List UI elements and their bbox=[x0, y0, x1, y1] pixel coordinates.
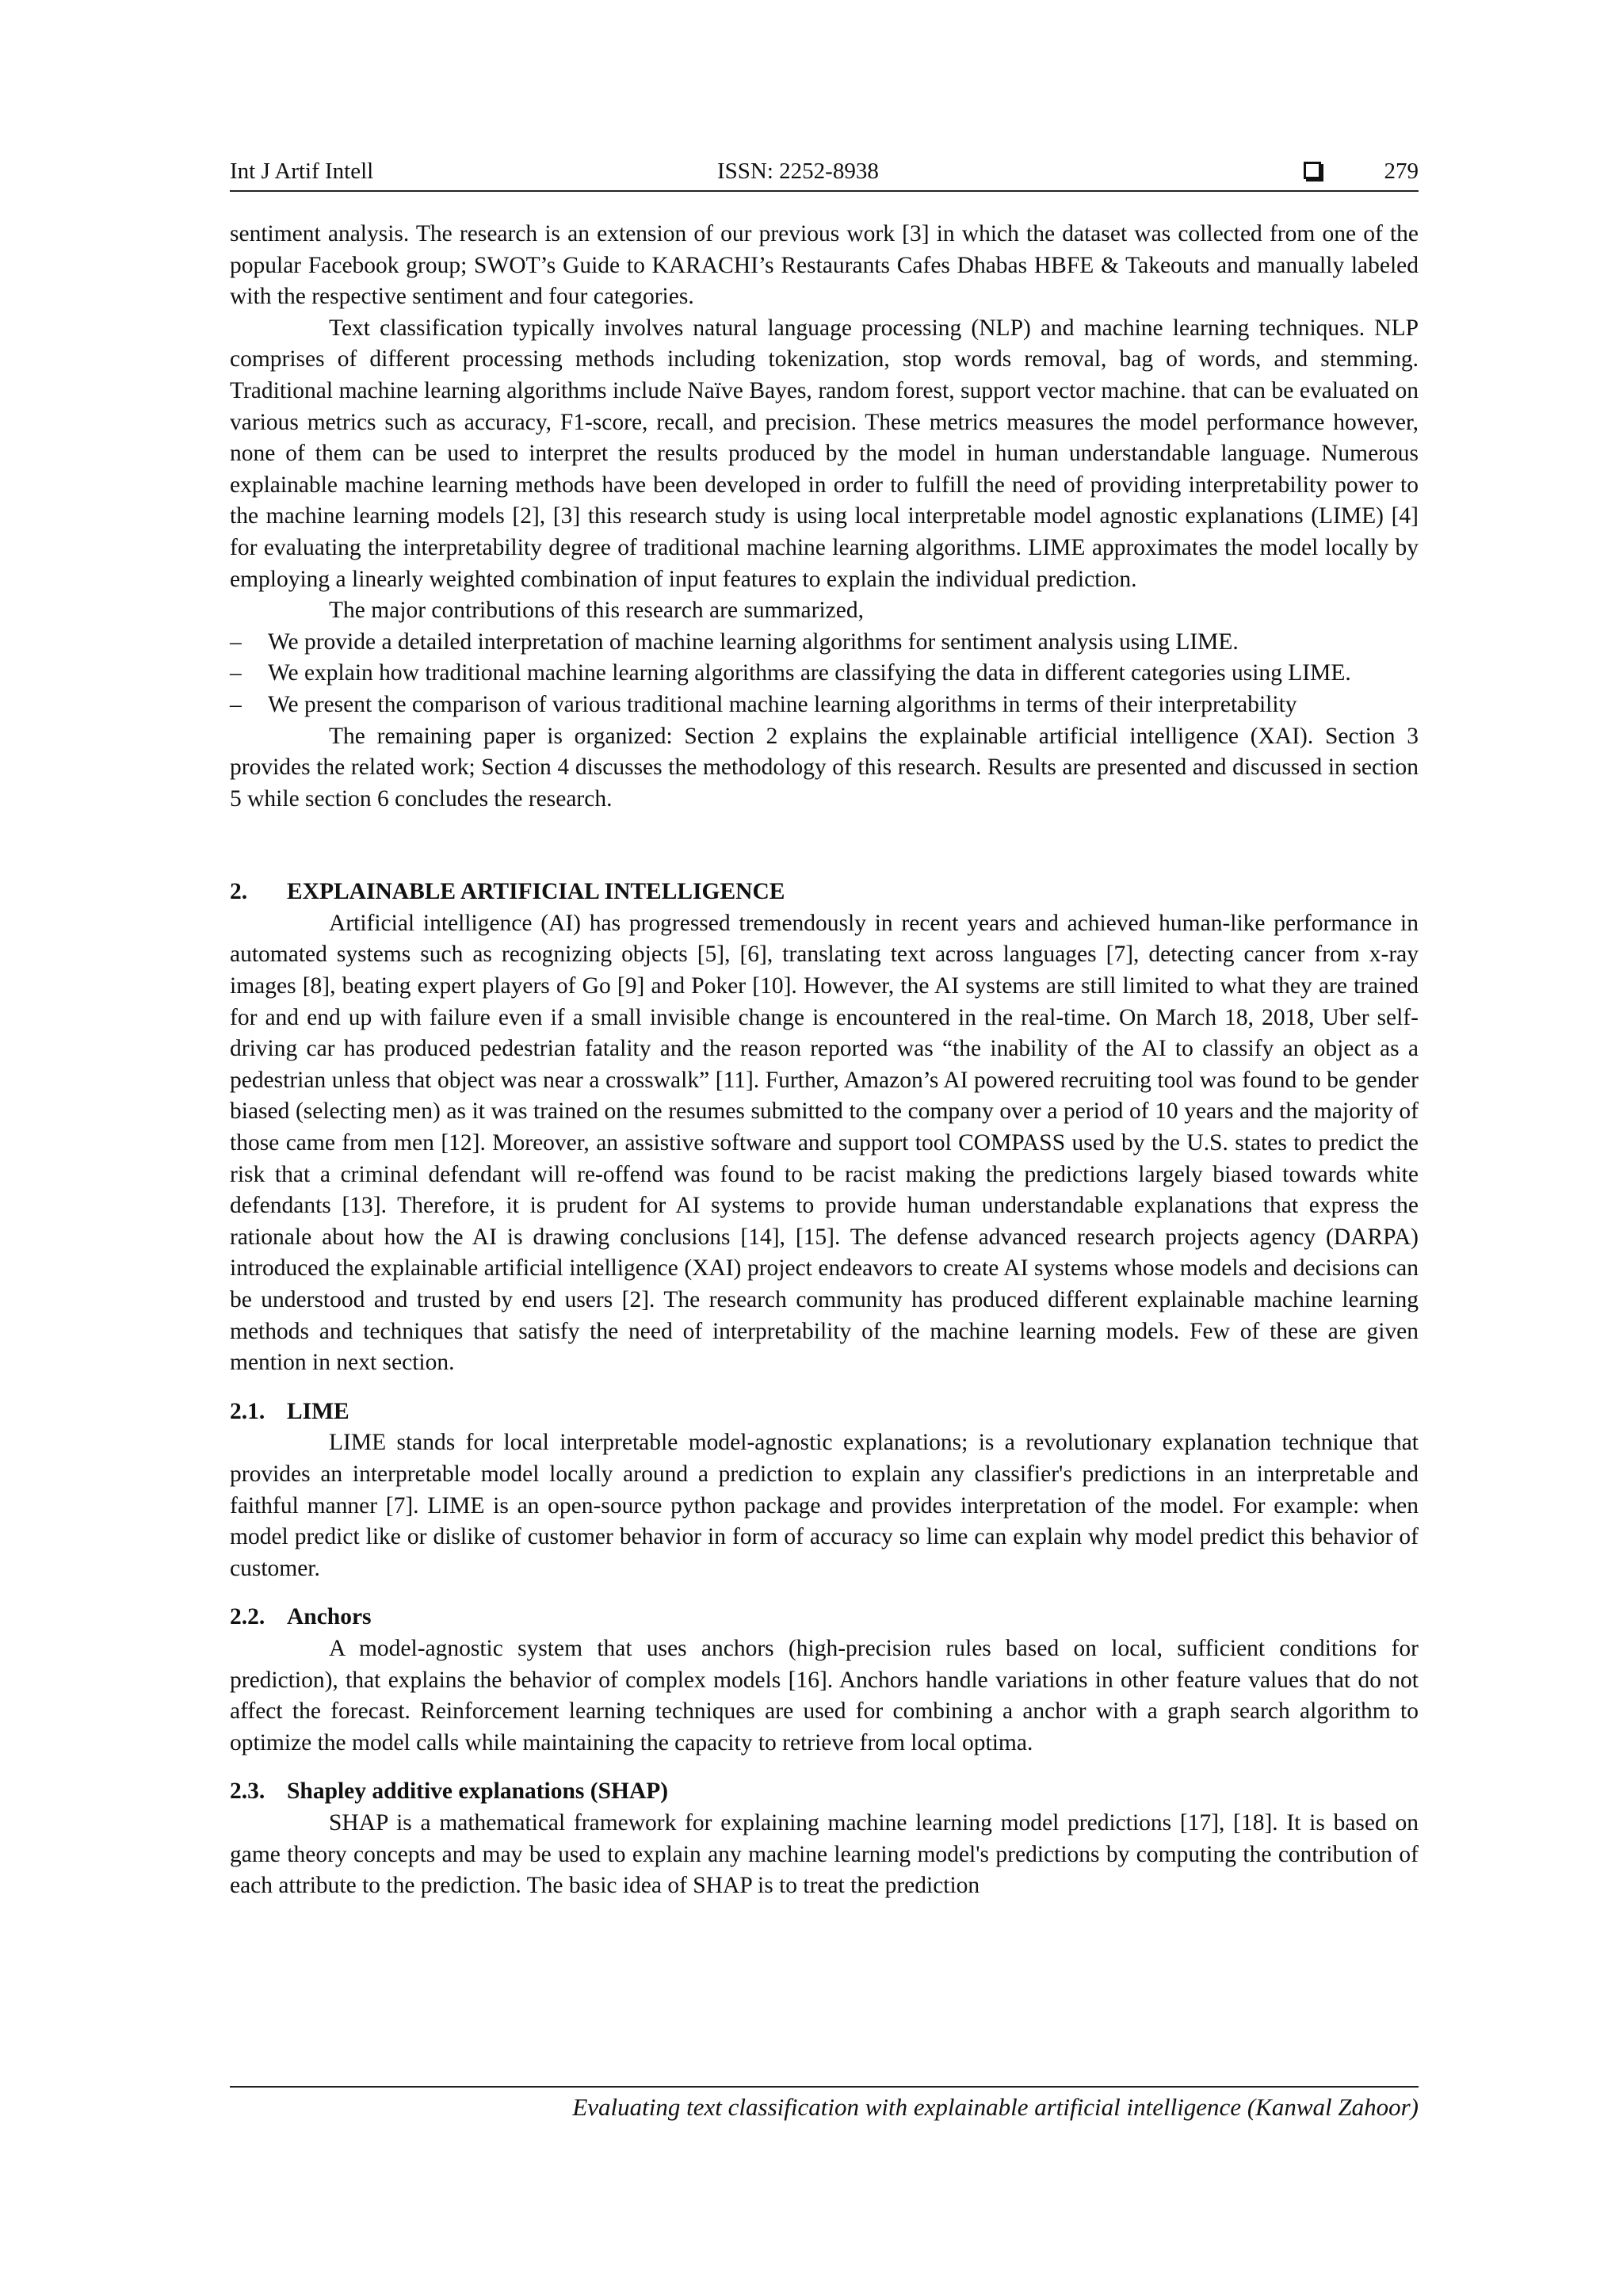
dash-icon: – bbox=[230, 628, 242, 655]
footer-citation: Evaluating text classification with explainable artificial intelligence (Kanwal Zahoor) bbox=[572, 2093, 1419, 2121]
intro-paragraph-4: The remaining paper is organized: Section 2 explains the explainable artificial intelligence (XAI). Section 3 provides the related work; Section 4 discusses the methodology of this research. Results are presented and discussed in section 5 while section 6 concludes the research. bbox=[230, 723, 1419, 812]
subsection-heading-anchors: 2.2. Anchors bbox=[230, 1604, 372, 1630]
list-item: – We explain how traditional machine learning algorithms are classifying the data in different categories using LIME. bbox=[230, 658, 1419, 690]
issn: ISSN: 2252-8938 bbox=[717, 159, 879, 184]
checkbox-icon bbox=[1304, 162, 1321, 179]
page-number: 279 bbox=[1384, 159, 1419, 184]
intro-paragraph-2: Text classification typically involves natural language processing (NLP) and machine learning techniques. NLP comprises of different processing methods including tokenization, stop words removal, bag of words, and stemming. Traditional machine learning algorithms include Naïve Bayes, random forest, support vector machine. that can be evaluated on various metrics such as accuracy, F1-score, recall, and precision. These metrics measures the model performance however, none of them can be used to interpret the results produced by the model in human understandable language. Numerous explainable machine learning methods have been developed in order to fulfill the need of providing interpretability power to the machine learning models [2], [3] this research study is using local interpretable model agnostic explanations (LIME) [4] for evaluating the interpretability degree of traditional machine learning algorithms. LIME approximates the model locally by employing a linearly weighted combination of input features to explain the individual prediction. bbox=[230, 315, 1419, 592]
anchors-paragraph: A model-agnostic system that uses anchors (high-precision rules based on local, sufficient conditions for prediction), that explains the behavior of complex models [16]. Anchors handle variations in other feature values that do not affect the forecast. Reinforcement learning techniques are used for combining a anchor with a graph search algorithm to optimize the model calls while maintaining the capacity to retrieve from local optima. bbox=[230, 1635, 1419, 1755]
section-number: 2. bbox=[230, 879, 248, 905]
subsection-heading-lime: 2.1. LIME bbox=[230, 1398, 349, 1424]
main-body bbox=[230, 219, 1419, 1902]
section-title: EXPLAINABLE ARTIFICIAL INTELLIGENCE bbox=[287, 879, 785, 905]
running-header bbox=[230, 155, 1419, 192]
subsection-heading-shap: 2.3. Shapley additive explanations (SHAP) bbox=[230, 1778, 669, 1805]
contributions-list bbox=[230, 627, 1419, 721]
lime-paragraph: LIME stands for local interpretable model-agnostic explanations; is a revolutionary explanation technique that provides an interpretable model locally around a prediction to explain any classifier's predictions in an interpretable and faithful manner [7]. LIME is an open-source python package and provides interpretation of the model. For example: when model predict like or dislike of customer behavior in form of accuracy so lime can explain why model predict this behavior of customer. bbox=[230, 1430, 1419, 1581]
shap-paragraph: SHAP is a mathematical framework for explaining machine learning model predictions [17], [18]. It is based on game theory concepts and may be used to explain any machine learning model's predictions by computing the contribution of each attribute to the prediction. The basic idea of SHAP is to treat the prediction bbox=[230, 1809, 1419, 1899]
intro-paragraph-3: The major contributions of this research are summarized, bbox=[329, 598, 864, 624]
dash-icon: – bbox=[230, 660, 242, 686]
footer-divider bbox=[230, 2086, 1419, 2088]
dash-icon: – bbox=[230, 691, 242, 717]
intro-paragraph-1: sentiment analysis. The research is an extension of our previous work [3] in which the dataset was collected from one of the popular Facebook group; SWOT’s Guide to KARACHI’s Restaurants Cafes Dhabas HBFE & Takeouts and manually labeled with the respective sentiment and four categories. bbox=[230, 221, 1419, 310]
section2-paragraph: Artificial intelligence (AI) has progressed tremendously in recent years and achieved human-like performance in automated systems such as recognizing objects [5], [6], translating text across languages [7], detecting cancer from x-ray images [8], beating expert players of Go [9] and Poker [10]. However, the AI systems are still limited to what they are trained for and end up with failure even if a small invisible change is encountered in the real-time. On March 18, 2018, Uber self-driving car has produced pedestrian fatality and the reason reported was “the inability of the AI to classify an object as a pedestrian unless that object was near a crosswalk” [11]. Further, Amazon’s AI powered recruiting tool was found to be gender biased (selecting men) as it was trained on the resumes submitted to the company over a period of 10 years and the majority of those came from men [12]. Moreover, an assistive software and support tool COMPASS used by the U.S. states to predict the risk that a criminal defendant will re-offend was found to be racist making the predictions largely biased towards white defendants [13]. Therefore, it is prudent for AI systems to provide human understandable explanations that express the rationale about how the AI is drawing conclusions [14], [15]. The defense advanced research projects agency (DARPA) introduced the explainable artificial intelligence (XAI) project endeavors to create AI systems whose models and decisions can be understood and trusted by end users [2]. The research community has produced different explainable machine learning methods and techniques that satisfy the need of interpretability of the machine learning models. Few of these are given mention in next section. bbox=[230, 910, 1419, 1376]
journal-name: Int J Artif Intell bbox=[230, 159, 374, 184]
list-item: – We provide a detailed interpretation of machine learning algorithms for sentiment analysis using LIME. bbox=[230, 627, 1419, 659]
list-item: – We present the comparison of various traditional machine learning algorithms in terms of their interpretability bbox=[230, 690, 1419, 721]
section-heading bbox=[230, 877, 1419, 908]
